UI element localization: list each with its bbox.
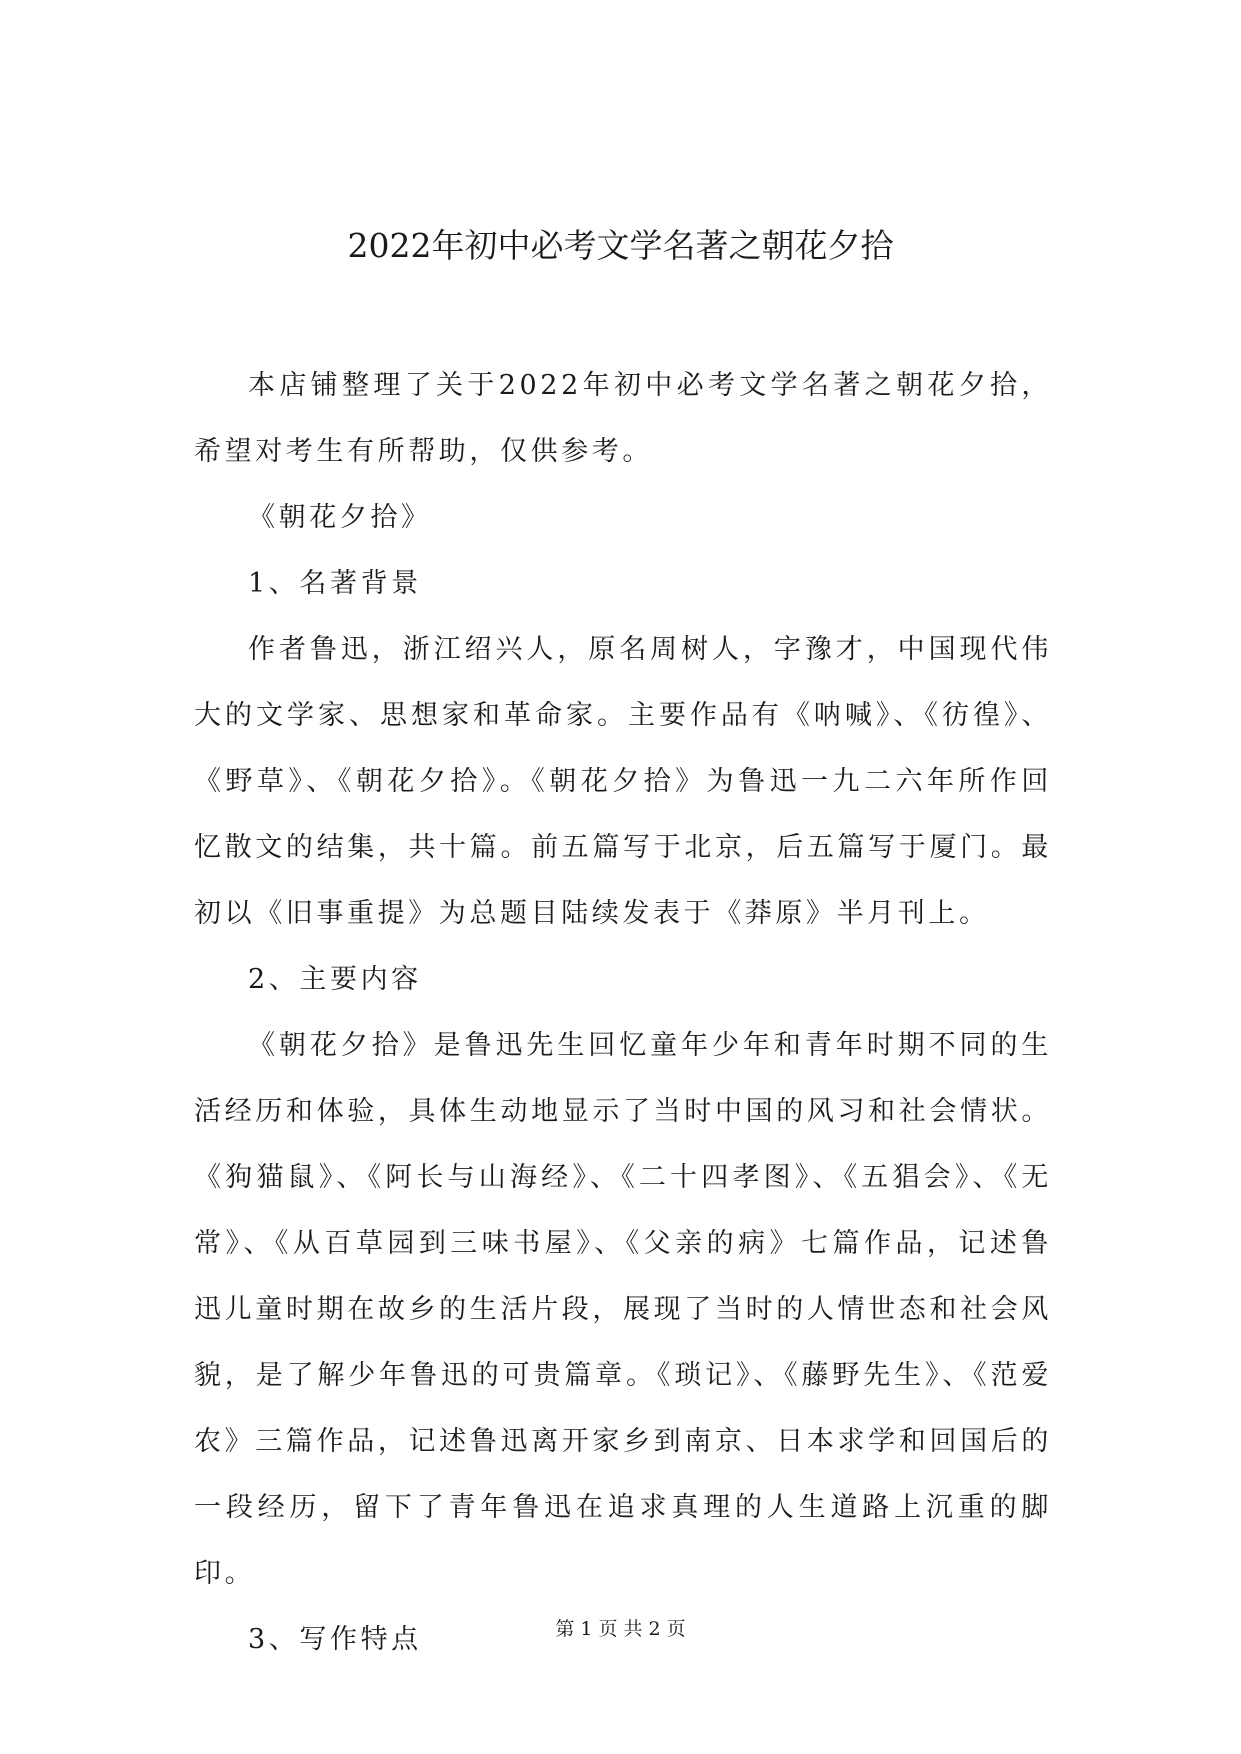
section-heading-background: 1、名著背景 [248,568,422,599]
section-heading-writing-features: 3、写作特点 [248,1624,422,1655]
book-title-heading: 《朝花夕拾》 [248,502,432,533]
background-paragraph: 作者鲁迅，浙江绍兴人，原名周树人，字豫才，中国现代伟大的文学家、思想家和革命家。主要作品有《呐喊》、《彷徨》、《野草》、《朝花夕拾》。《朝花夕拾》为鲁迅一九二六年所作回忆散文的结集，共十篇。前五篇写于北京，后五篇写于厦门。最初以《旧事重提》为总题目陆续发表于《莽原》半月刊上。 [194,634,1052,929]
intro-paragraph: 本店铺整理了关于2022年初中必考文学名著之朝花夕拾，希望对考生有所帮助，仅供参考。 [194,370,1052,467]
page-title: 2022年初中必考文学名著之朝花夕拾 [347,226,894,265]
document-body [194,353,1052,1673]
page-number-footer: 第 1 页 共 2 页 [555,1618,686,1640]
content-paragraph: 《朝花夕拾》是鲁迅先生回忆童年少年和青年时期不同的生活经历和体验，具体生动地显示了当时中国的风习和社会情状。《狗猫鼠》、《阿长与山海经》、《二十四孝图》、《五猖会》、《无常》、《从百草园到三味书屋》、《父亲的病》七篇作品，记述鲁迅儿童时期在故乡的生活片段，展现了当时的人情世态和社会风貌，是了解少年鲁迅的可贵篇章。《琐记》、《藤野先生》、《范爱农》三篇作品，记述鲁迅离开家乡到南京、日本求学和回国后的一段经历，留下了青年鲁迅在追求真理的人生道路上沉重的脚印。 [194,1030,1052,1589]
section-heading-content: 2、主要内容 [248,964,422,995]
